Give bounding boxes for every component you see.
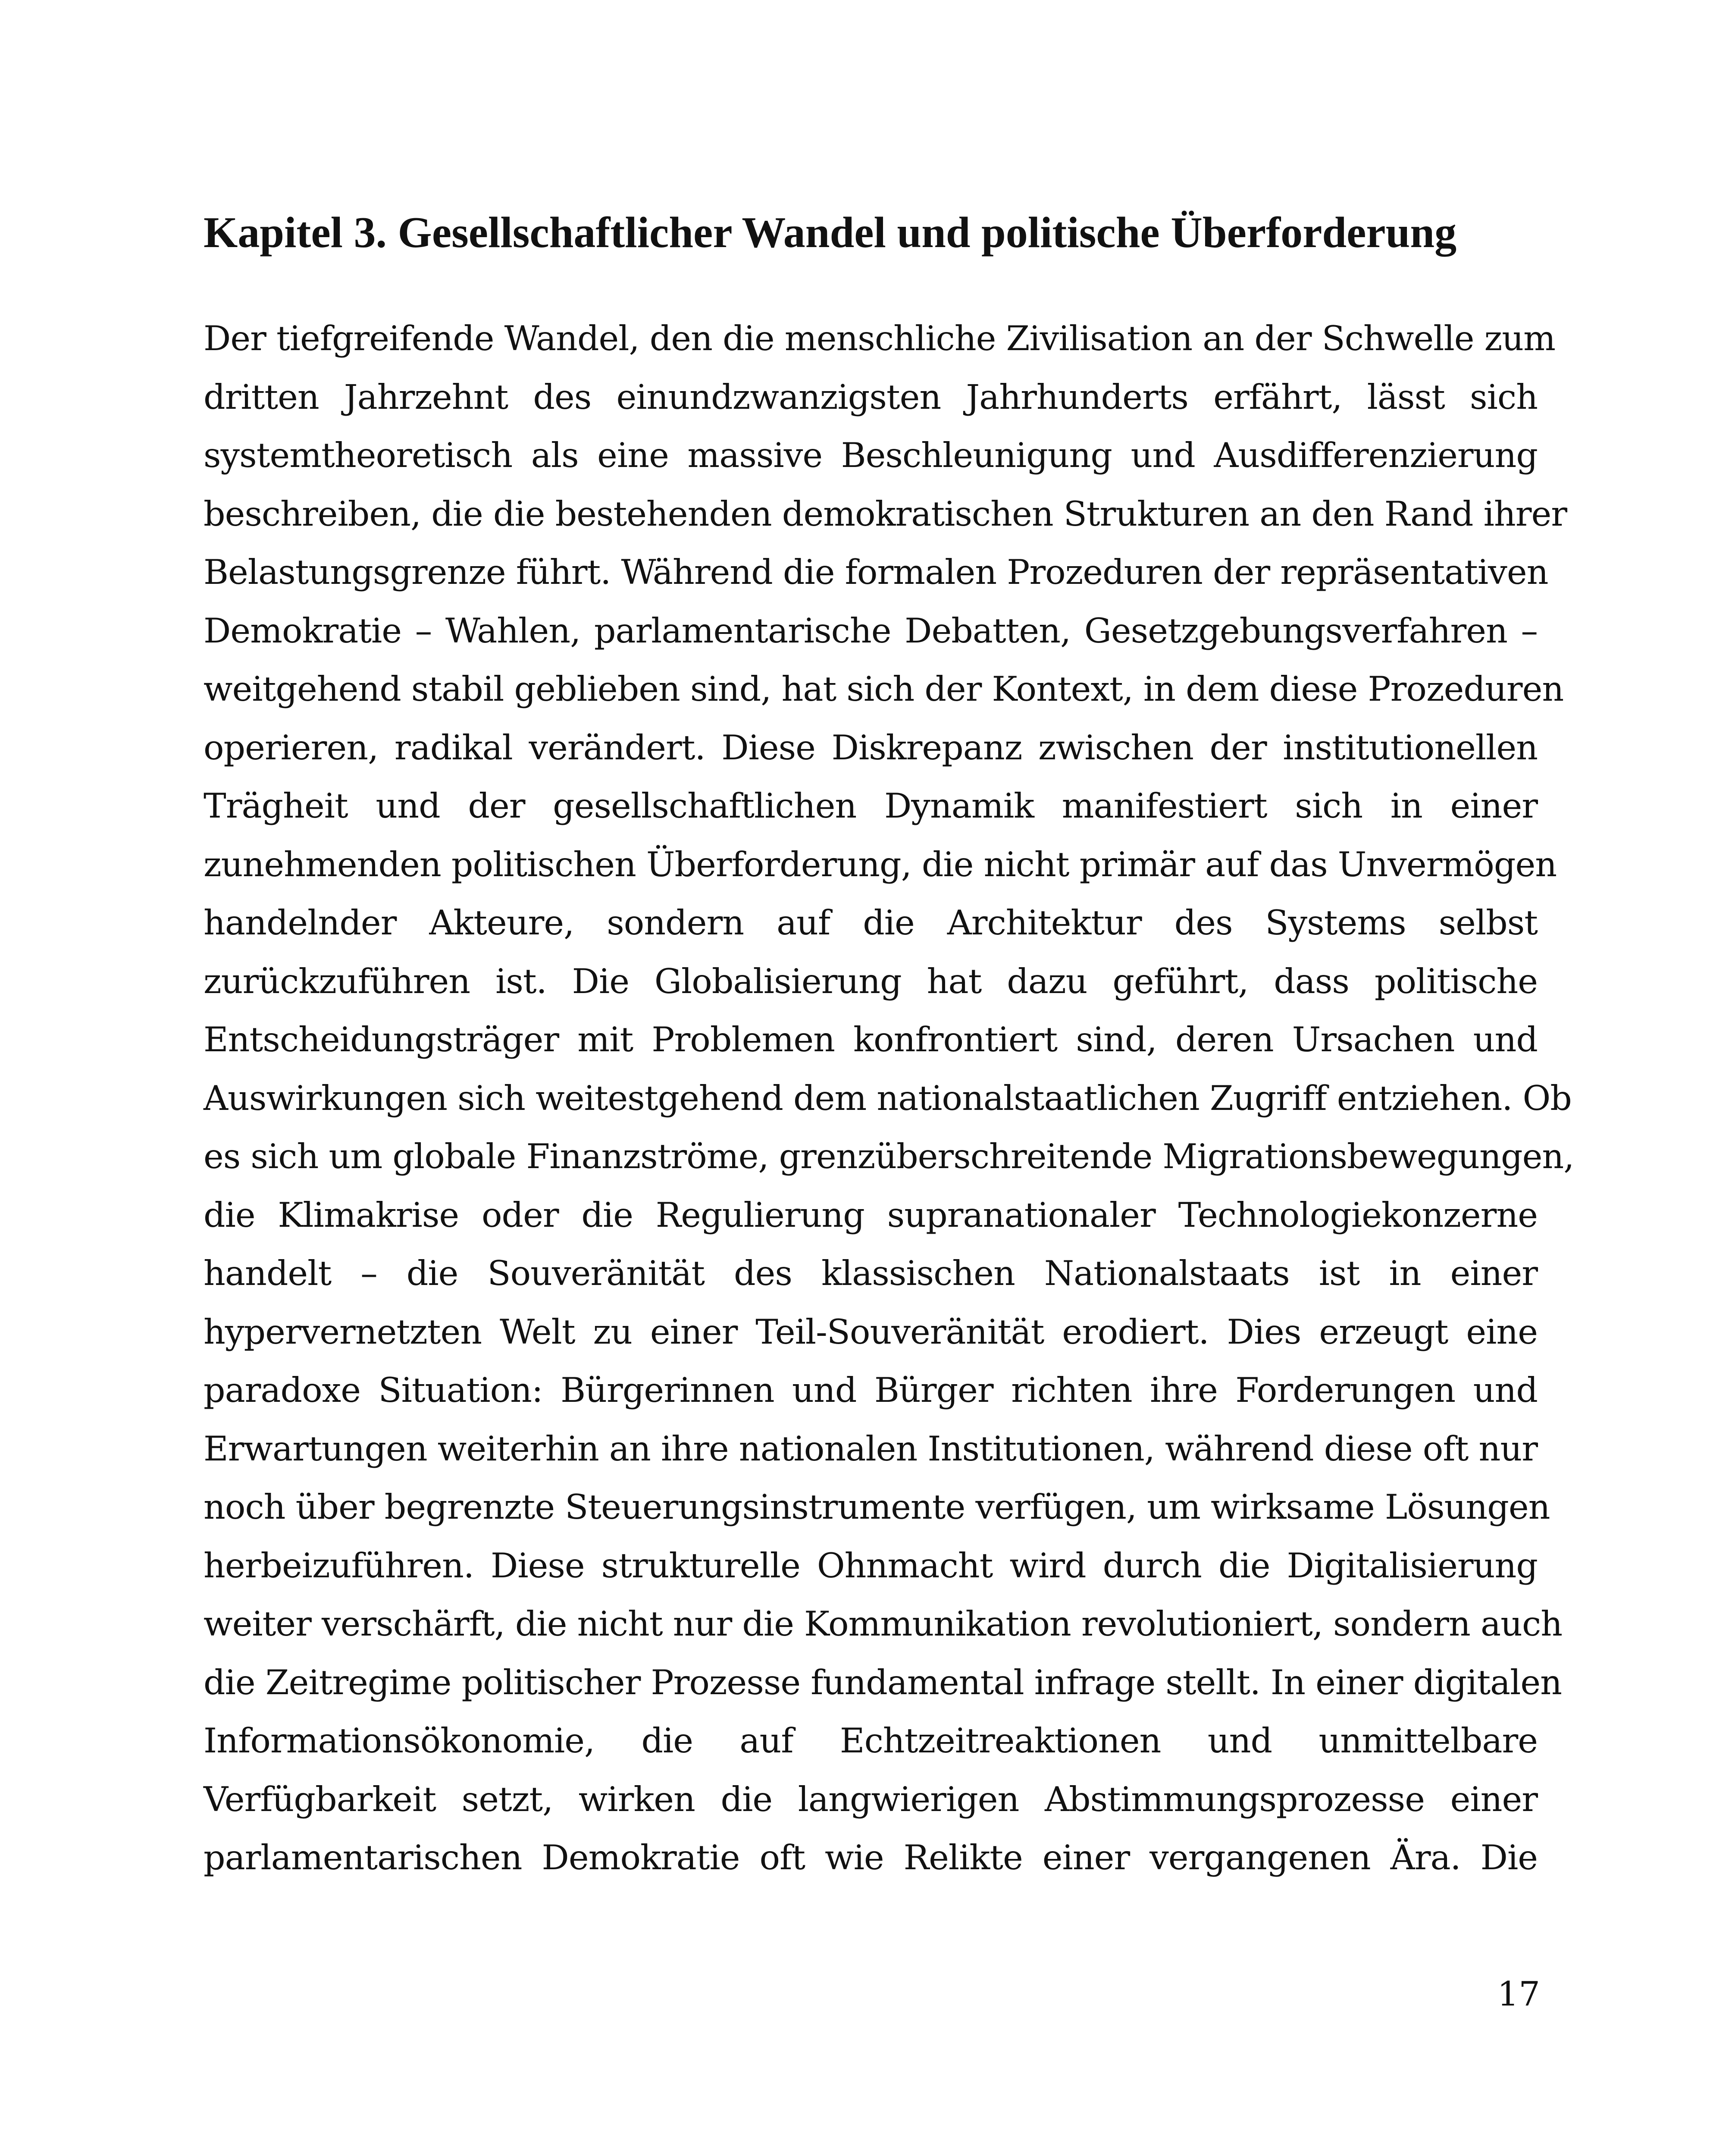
text-line: paradoxe Situation: Bürgerinnen und Bürger richten ihre Forderungen und — [204, 1370, 1538, 1410]
text-line: Trägheit und der gesellschaftlichen Dynamik manifestiert sich in einer — [204, 786, 1538, 826]
text-line: noch über begrenzte Steuerungsinstrumente verfügen, um wirksame Lösungen — [204, 1487, 1550, 1527]
body-paragraph — [204, 310, 1574, 1887]
text-line: Auswirkungen sich weitestgehend dem nationalstaatlichen Zugriff entziehen. Ob — [204, 1078, 1572, 1118]
text-line: handelnder Akteure, sondern auf die Architektur des Systems selbst — [204, 903, 1538, 943]
text-line: zunehmenden politischen Überforderung, die nicht primär auf das Unvermögen — [204, 844, 1557, 884]
text-line: es sich um globale Finanzströme, grenzüberschreitende Migrationsbewegungen, — [204, 1137, 1574, 1176]
text-line: zurückzuführen ist. Die Globalisierung hat dazu geführt, dass politische — [204, 961, 1538, 1001]
text-line: parlamentarischen Demokratie oft wie Relikte einer vergangenen Ära. Die — [204, 1838, 1538, 1877]
text-line: Belastungsgrenze führt. Während die formalen Prozeduren der repräsentativen — [204, 552, 1548, 592]
text-line: Demokratie – Wahlen, parlamentarische Debatten, Gesetzgebungsverfahren – — [204, 611, 1538, 651]
text-line: Der tiefgreifende Wandel, den die menschliche Zivilisation an der Schwelle zum — [204, 319, 1556, 358]
text-line: die Zeitregime politischer Prozesse fundamental infrage stellt. In einer digitalen — [204, 1662, 1562, 1702]
text-line: dritten Jahrzehnt des einundzwanzigsten Jahrhunderts erfährt, lässt sich — [204, 377, 1538, 417]
text-line: herbeizuführen. Diese strukturelle Ohnmacht wird durch die Digitalisierung — [204, 1545, 1538, 1586]
text-line: handelt – die Souveränität des klassischen Nationalstaats ist in einer — [204, 1253, 1538, 1293]
text-line: Informationsökonomie, die auf Echtzeitreaktionen und unmittelbare — [204, 1721, 1538, 1761]
chapter-title: Kapitel 3. Gesellschaftlicher Wandel und politische Überforderung — [204, 208, 1457, 257]
text-line: Verfügbarkeit setzt, wirken die langwierigen Abstimmungsprozesse einer — [204, 1779, 1538, 1819]
text-line: beschreiben, die die bestehenden demokratischen Strukturen an den Rand ihrer — [204, 494, 1567, 534]
text-line: weiter verschärft, die nicht nur die Kommunikation revolutioniert, sondern auch — [204, 1604, 1563, 1644]
text-line: Entscheidungsträger mit Problemen konfrontiert sind, deren Ursachen und — [204, 1020, 1538, 1059]
text-line: hypervernetzten Welt zu einer Teil-Souveränität erodiert. Dies erzeugt eine — [204, 1312, 1538, 1352]
text-line: die Klimakrise oder die Regulierung supranationaler Technologiekonzerne — [204, 1195, 1538, 1235]
page-number: 17 — [1497, 1975, 1540, 2014]
text-line: weitgehend stabil geblieben sind, hat sich der Kontext, in dem diese Prozeduren — [204, 669, 1564, 709]
text-line: Erwartungen weiterhin an ihre nationalen Institutionen, während diese oft nur — [204, 1429, 1538, 1469]
text-line: operieren, radikal verändert. Diese Diskrepanz zwischen der institutionellen — [204, 727, 1538, 768]
text-line: systemtheoretisch als eine massive Beschleunigung und Ausdifferenzierung — [204, 436, 1538, 475]
